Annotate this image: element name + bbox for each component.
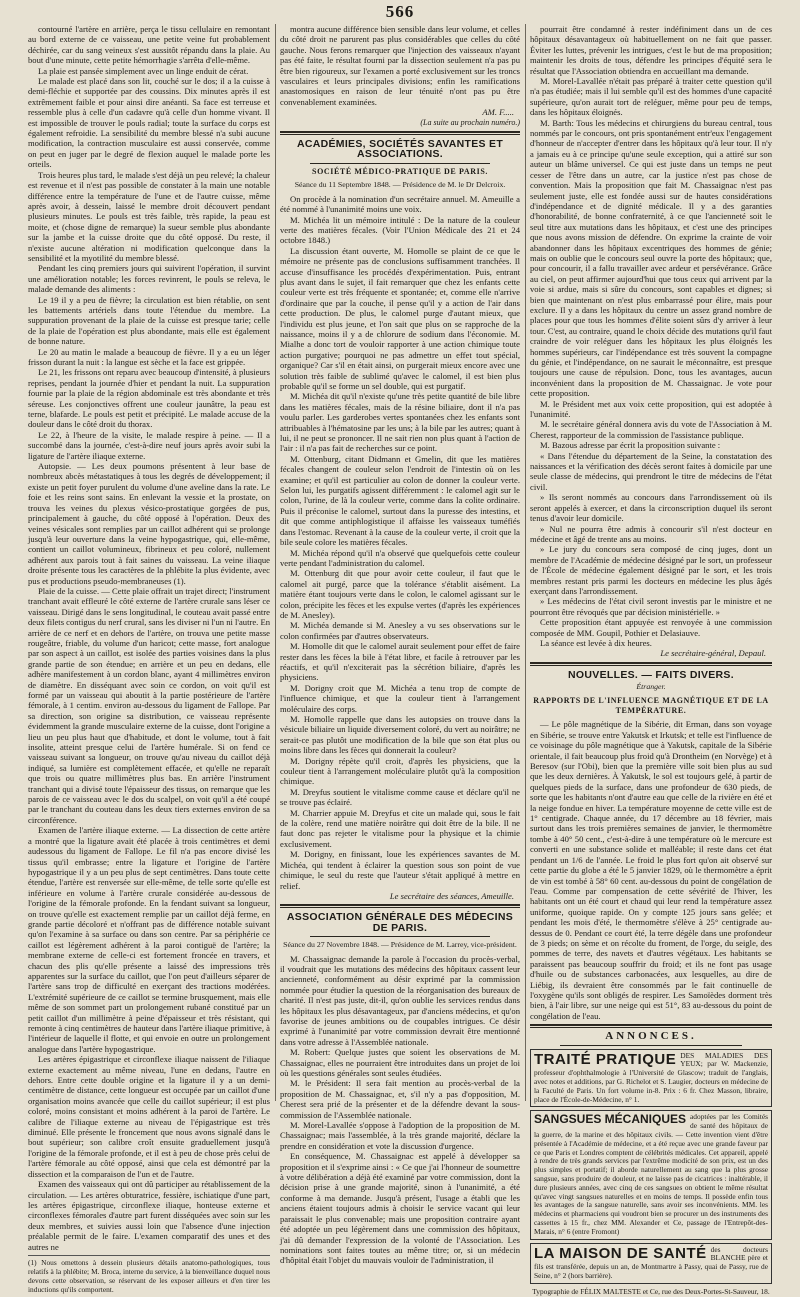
column-divider (275, 24, 276, 1101)
news-subtitle: Étranger. (636, 682, 666, 692)
column-right-text (530, 24, 772, 648)
paragraph: M. Charrier appuie M. Dreyfus et cite un malade qui, sous le fait de la colère, rend une matière noirâtre qui doit être de la bile. Il ne faut donc pas rejeter le vitalisme pour la physique et la chimie exclusivement. (280, 807, 520, 849)
paragraph: M. Michéa demande si M. Anesley a vu ses observations sur le colon confirmées par d'autres observateurs. (280, 620, 520, 641)
ad-headline-sangsues: SANGSUES MÉCANIQUES (534, 1112, 687, 1127)
column-right (530, 24, 772, 1296)
paragraph: Le malade est placé dans son lit, couché sur le dos; il a la cuisse à demi-fléchie et supportée par des coussins. Dix minutes après il est extrêmement faible et pour ainsi dire anéanti. Sa face est terreuse et ressemble plus à celle d'un cadavre qu'à celle d'un homme vivant. Il est impossible de trouver le pouls radial; toute la surface du corps est également refroidie. La sensibilité du membre blessé n'a subi aucune modification, la contraction musculaire est aussi conservée, comme on peut en juger par le degré de flexion auquel le malade porte les orteils. (28, 76, 270, 170)
column-left (28, 24, 270, 1294)
paragraph: Les artères épigastrique et circonflexe iliaque naissent de l'iliaque externe exactement au même niveau, l'une en dedans, l'autre en dehors. Entre cette double origine et la ligature il y a un demi-centimètre de distance, cette longueur est occupée par un caillot d'une organisation moins avancée que celle du caillot supérieur; il est plus coloré, moins consistant et moins adhérent à la paroi de l'artère. Le calibre de l'iliaque externe au niveau de l'épigastrique est très diminué. Elle présente le froncement que nous avons signalé dans le bout supérieur; son calibre croît ensuite graduellement jusqu'à l'origine de la fémorale profonde, et il est à peu de chose près celui de l'artère fémorale au côté opposé, ainsi que cela est démontré par la dissection et la comparaison de l'un et de l'autre. (28, 1054, 270, 1179)
ad-text-maison: des docteurs BLANCHE père et fils est transférée, depuis un an, de Montmartre à Passy, quai de Passy, rue de Seine, n° 2 (hors barrière). (534, 1244, 768, 1280)
paragraph: Le 20 au matin le malade a beaucoup de fièvre. Il y a eu un léger frisson durant la nuit : la langue est sèche et la face est grippée. (28, 346, 270, 367)
paragraph: M. Morel-Lavallée s'oppose à l'adoption de la proposition de M. Chassaignac; mais l'assemblée, à la très grande majorité, déclare la prendre en considération et vote la discussion d'urgence. (280, 1120, 520, 1151)
column-left-text (28, 24, 270, 1252)
short-rule (310, 936, 490, 937)
paragraph: Trois heures plus tard, le malade s'est déjà un peu relevé; la chaleur est revenue et il n'est pas possible de constater à la main une notable différence entre la température de l'une et de l'autre cuisse, même après avoir, à dessein, laissé le membre droit découvert pendant plusieurs minutes. Le pouls est très faible, très rapide, la peau est moite, et (chose digne de remarque) la sueur semble plus abondante sur la jambe et la cuisse droite que du côté opposé. Du reste, il n'existe aucune altération ni modification quelconque dans la sensibilité et la myotilité du membre blessé. (28, 169, 270, 263)
paragraph: Cette proposition étant appuyée est renvoyée à une commission composée de MM. Goupil, Pothier et Delasiauve. (530, 617, 772, 638)
paragraph: M. Dorigny répète qu'il croit, d'après les physiciens, que la couleur tient à l'arrangement moléculaire plutôt qu'à la composition chimique. (280, 755, 520, 787)
advertisement-maison (530, 1243, 772, 1284)
footnote: (1) Nous omettons à dessein plusieurs détails anatomo-pathologiques, tous relatifs à la phlébite; M. Broca, interne du service, à la bienveillance duquel nous devons cette observation, se réservant de les exposer ailleurs et d'en tirer les inductions qu'ils comportent. (28, 1255, 270, 1294)
paragraph: Le 21, les frissons ont reparu avec beaucoup d'intensité, à plusieurs reprises, pendant la journée d'hier et pendant la nuit. La suppuration fournie par la plaie de la région abdominale est très abondante et très séreuse. Les conjonctives offrent une couleur jaunâtre, la peau est terne, blafarde. Le pouls est petit et précipité. Le malade accuse de la douleur dans le côté droit du thorax. (28, 367, 270, 430)
ad-headline-maison: LA MAISON DE SANTÉ (534, 1244, 707, 1262)
paragraph: Le 19 il y a peu de fièvre; la circulation est bien rétablie, on sent les battements artériels dans toute l'étendue du membre. La suppuration provenant de la plaie de la cuisse est presque tarie; celle de la plaie de l'opération est plus abondante, mais elle est également de bonne nature. (28, 294, 270, 347)
news-report-title: RAPPORTS DE L'INFLUENCE MAGNÉTIQUE ET DE LA TEMPÉRATURE. (533, 695, 769, 715)
paragraph: M. le Président: Il sera fait mention au procès-verbal de la proposition de M. Chassaignac, et, s'il n'y a pas d'opposition, M. Cherest sera prié de la présenter et de la défendre devant la sous-commission de l'Assemblée nationale. (280, 1078, 520, 1120)
paragraph: Plaie de la cuisse. — Cette plaie offrait un trajet direct; l'instrument tranchant avait effleuré le côté externe de l'artère crurale sans léser ce vaisseau. Dirigé dans le sens longitudinal, le couteau avait passé entre deux filets contigus du nerf crural, sans les diviser ni l'un ni l'autre. En arrière de ce nerf et en dehors de l'artère, on trouva une petite masse rougeâtre, friable, du volume d'un haricot; cette masse, fort analogue par son aspect à un caillot, est isolée des parties voisines dans la plus grande partie de son étendue; en arrière et un peu en dedans, elle adhère manifestement à un cordon blanc, ayant 4 millimètres environ de diamètre. En disséquant avec soin ce cordon, on voit qu'il est formé par un vaisseau qui aboutit à la partie postérieure de l'artère fémorale, à 1 centim. environ au-dessous du ligament de Fallope. Par sa direction, son origine sa distribution, ce vaisseau représente évidemment la grande musculaire externe de la cuisse, dont l'origine a lieu un peu plus haut que d'habitude, et dont le volume, tout à fait insolite, atteint presque celui de l'artère humérale. Si on fend ce vaisseau suivant sa longueur, on trouve qu'au niveau du caillot déjà indiqué, sa lumière est complètement effacée, et qu'elle ne reparaît que trois ou quatre millimètres plus bas. En arrière l'instrument tranchant qui a divisé toute l'épaisseur des tissus, on remarque que les parois de ce vaisseau avec le dos du scalpel, on voit qu'il a été coupé par le tranchant du couteau dans les deux tiers externes environ de sa circonférence. (28, 585, 270, 825)
paragraph: « Dans l'étendue du département de la Seine, la constatation des naissances et la vérification des décès seront faites à domicile par une seule classe de médecins, qui prendront le titre de médecins de l'état civil. (530, 450, 772, 492)
short-rule (560, 1045, 742, 1046)
paragraph: » Les médecins de l'état civil seront investis par le ministre et ne pourront être révoqués que par décision ministérielle. » (530, 596, 772, 617)
ad-text-traite: DES MALADIES DES YEUX; par W. Mackenzie, professeur d'ophthalmologie à l'Université de Glascow; traduit de l'anglais, avec notes et additions, par G. Richelot et S. Laugier, docteurs en médecine de la Faculté de Paris. Un fort volume in-8. Prix : 6 fr. Chez Masson, libraire, place de l'École-de-Médecine, n° 1. (534, 1050, 768, 1104)
paragraph: M. le Président met aux voix cette proposition, qui est adoptée à l'unanimité. (530, 398, 772, 420)
paragraph: La séance est levée à dix heures. (540, 637, 652, 648)
paragraph: M. Dorigny, en finissant, loue les expériences savantes de M. Michéa, qui tendent à éclairer la question sous son point de vue chimique, le seul du reste que l'auteur s'était appliqué à mettre en relief. (280, 849, 520, 891)
news-section-title: NOUVELLES. — FAITS DIVERS. (568, 668, 734, 681)
paragraph: M. Robert: Quelque justes que soient les observations de M. Chassaignac, elles ne pourraient être introduites dans un projet de loi où les questions générales sont seules étudiées. (280, 1047, 520, 1078)
paragraph: M. Homolle rappelle que dans les autopsies on trouve dans la vésicule biliaire un liquide diversement coloré, du vert au noirâtre; ne serait-ce pas plutôt une modification de la bile que son état plus ou moins libre dans les fèces qui donnerait la couleur? (280, 714, 520, 756)
paragraph: La plaie est pansée simplement avec un linge enduit de cérat. (38, 65, 249, 76)
paragraph: En conséquence, M. Chassaignac est appelé à développer sa proposition et il s'exprime ainsi : « Ce que j'ai l'honneur de soumettre à votre délibération a déjà été examiné par votre commission, dont la décision prise à une grande majorité, sinon à l'unanimité, a été conforme à ma demande. Jusqu'à présent, l'usage a établi que les anciens étaient toujours admis à choisir le service vacant qui leur paraissait le plus convenable; mais une proposition contraire ayant été adoptée un peu légèrement dans une commission des hôpitaux, j'ai dû demander l'expression de la volonté de l'Association. Les nominations sont faites toutes au même titre; or, si un médecin d'hôpital était l'objet du mauvais vouloir de l'administration, il (280, 1151, 520, 1266)
paragraph: — Le pôle magnétique de la Sibérie, dit Erman, dans son voyage en Sibérie, se trouve entre Yakutsk et Irkutsk; et telle est l'influence de ce voisinage du pôle magnétique que à Yakutsk, capitale de la Sibérie orientale, il fait beaucoup plus froid qu'à Drontheim (en Norvège) et à Beresov (sur l'Obi), bien que la première ville soit bien plus au sud que les deux dernières. À Yakutsk, le sol est toujours gelé, à partir de quelques pieds de la surface, dans une profondeur de 630 pieds, de sorte que les habitants n'ont d'autre eau que celle de la rivière en été et la neige fondue en hiver. La température moyenne de cette ville est de 1° centigrade. Chaque année, du 17 décembre au 18 février, mais surtout dans les trois premières semaines de janvier, le thermomètre tombe à 40° 50 cent., c'est-à-dire à une température où le mercure est converti en une substance solide et malléable; il reste dans cet état pendant un 1/6 de l'année. Le froid le plus fort qu'on ait observé sur cette partie du globe a été le 5 janvier 1829, où le thermomètre a éprit de vin est tombé à 58° 60 cent. au-dessous du point de congélation de l'eau. Comme par compensation de cette sévérité de l'hiver, les habitants ont un été court et chaud qui leur rend la température assez uniforme, quoique rapide. On y compte 125 jours sans gelée; et pendant les mois d'été, le thermomètre s'élève à 25° centigrade au-dessus de 0. Pendant ce court été, la terre dégèle dans une profondeur de 3 pieds; on sème et on récolte du froment, de l'orge, du seigle, des pommes de terre, des navets et d'autres végétaux. Les habitants se paraissent pas beaucoup souffrir du froid; et ils ne font pas usage d'huile ou de substances carbonacées, aux lesquelles, au dire de Liébig, ils devraient être consommés par le fait continuelle de l'oxygène qu'ils sont obligés de respirer. Les Samoïèdes dorment très bien, à l'air libre, sur une neige qui est 51°, 83 au-dessous du point de congélation de l'eau. (530, 719, 772, 1021)
society-title: SOCIÉTÉ MÉDICO-PRATIQUE DE PARIS. (312, 166, 488, 176)
paragraph: La discussion étant ouverte, M. Homolle se plaint de ce que le mémoire ne présente pas de conclusions suffisamment tranchées. Il accuse d'insuffisance les procédés d'expérimentation. Puis, entrant plus avant dans le sujet, il fait remarquer que chez les enfants cette couleur verte est très fréquente et spontanée; et, comme elle n'arrive d'ordinaire que par la couche, il pense qu'il y a action de l'air dans cette production. De plus, le calomel purge d'autant mieux, que l'individu est plus jeune, et l'on sait que plus on se rapproche de la naissance, moins il y a de chlorure de sodium dans l'économie. M. Mialhe a donc tort de vouloir rapporter à une action chimique toute action purgative; pourquoi ne pas admettre un effet tout spécial, organique? Car s'il en était ainsi, on purgerait mieux encore avec une solution très faible de sublimé qu'avec le calomel, il est bien plus probable qu'il se forme un sel double, qui est purgatif. (280, 245, 520, 391)
paragraph: pourrait être condamné à rester indéfiniment dans un de ces hôpitaux désavantageux où habituellement on ne fait que passer. Éviter les luttes, prévenir les intrigues, c'est le but de ma proposition; maintenir les droits de tous, défendre les principes d'équité sera le résultat que l'Association obtiendra en accueillant ma demande. (530, 24, 772, 76)
paragraph: M. Michéa dit qu'il n'existe qu'une très petite quantité de bile libre dans les matières fécales, mais de la résine biliaire, dont il n'a pas voulu parler. Les garderobes vertes spontanées chez les enfants sont attribuables à l'hématosine par les uns; à la bile par les autres; quant à lui, il ne peut se prononcer. Il ne sait rien non plus quant à l'action de l'air : il n'a pas fait de recherches sur ce point. (280, 391, 520, 454)
section-rule (280, 904, 520, 908)
paragraph: » Nul ne pourra être admis à concourir s'il n'est docteur en médecine et âgé de trente ans au moins. (530, 523, 772, 544)
paragraph: » Le jury du concours sera composé de cinq juges, dont un membre de l'Académie de médecine désigné par le sort, un professeur de l'École de médecine également désigné par le sort, et les trois membres restant pris parmi les docteurs en médecine les plus âgés exerçant dans l'arrondissement. (530, 544, 772, 596)
continued-note: (La suite au prochain numéro.) (420, 117, 520, 127)
association-session: Séance du 27 Novembre 1848. — Présidence de M. Larrey, vice-président. (283, 940, 517, 950)
society-report (280, 194, 520, 891)
section-rule (530, 1024, 772, 1028)
paragraph: M. Ottenburg, citant Didmann et Gmelin, dit que les matières fécales changent de couleur selon l'endroit de l'intestin où on les examine; et qu'il est particulier au colon de donner la couleur verte. Selon lui, les purgatifs agissent différemment : le calomel agit sur le colon, l'urine, de là la couleur verte, comme dans la colite ordinaire. Puis il préconise le calomel, surtout dans la puresse des intestins, et dit que comme antiphlogistique il affaisse les vaisseaux tuméfiés dans l'estomac. Revenant à la cause de la couleur verte, il croit que la bile seule colore les matières fécales. (280, 453, 520, 548)
paragraph: M. Michéa lit un mémoire intitulé : De la nature de la couleur verte des matières fécales. (Voir l'Union Médicale des 21 et 24 octobre 1848.) (280, 214, 520, 246)
society-session: Séance du 11 Septembre 1848. — Présidence de M. le Dr Delcroix. (294, 180, 506, 190)
article-signature: AM. F..... (482, 107, 514, 118)
paragraph: M. Michéa répond qu'il n'a observé que quelquefois cette couleur verte pendant l'administration du calomel. (280, 547, 520, 568)
paragraph: Le 22, à l'heure de la visite, le malade respire à peine. — Il a succombé dans la journée, c'est-à-dire neuf jours après avoir subi la ligature de l'artère iliaque externe. (28, 429, 270, 461)
paragraph: M. Homolle dit que le calomel aurait seulement pour effet de faire rester dans les fèces la bile à l'état libre, et facile à retrouver par les réactifs, et qu'il n'exciterait pas la sécrétion biliaire, d'après les physiciens. (280, 641, 520, 683)
paragraph: contourné l'artère en arrière, perça le tissu cellulaire en remontant au bord externe de ce vaisseau, une petite veine fut probablement déchirée, car du sang veineux s'est aussitôt répandu dans la plaie. Au bout d'une minute, cette petite hémorrhagie s'arrêta d'elle-même. (28, 24, 270, 66)
ad-headline-traite: TRAITÉ PRATIQUE (534, 1050, 677, 1068)
paragraph: M. Dorigny croit que M. Michéa a tenu trop de compte de l'influence chimique, et que la couleur tient à l'arrangement moléculaire des corps. (280, 682, 520, 714)
page-number: 566 (385, 2, 415, 21)
secretary-signature: Le secrétaire des séances, Ameuille. (389, 890, 514, 901)
advertisement-traite (530, 1049, 772, 1108)
section-rule (530, 662, 772, 666)
association-report (280, 954, 520, 1266)
paragraph: On procède à la nomination d'un secrétaire annuel. M. Ameuille a été nommé à l'unanimité moins une voix. (280, 193, 520, 215)
printer-imprint: Typographie de FÉLIX MALTESTE et Ce, rue des Deux-Portes-St-Sauveur, 18. (532, 1286, 770, 1296)
column-divider (525, 24, 526, 1101)
paragraph: M. Dreyfus soutient le vitalisme comme cause et déclare qu'il ne se trouve pas éclairé. (280, 786, 520, 808)
column-middle (280, 24, 520, 1266)
paragraph: Examen de l'artère iliaque externe. — La dissection de cette artère a montré que la ligature avait été placée à trois centimètres et demi audessous du ligament de Fallope. Le fil n'a pas encore divisé les tissus qu'il embrasse; entre la ligature et l'origine de l'artère hypogastrique il y a un peu plus de sept centimètres. Dans toute cette étendue, l'artère est renversée sur elle-même, de telle sorte qu'elle est inférieure en volume à l'artère crurale considérée au-dessous de l'origine de la fémorale profonde. En la fendant suivant sa longueur, on trouve qu'elle est exactement remplie par un caillot déjà ferme, en grande partie décoloré et n'offrant pas de différence notable suivant qu'on l'examine à sa surface ou dans son centre. Par sa périphérie ce caillot est légèrement adhérent à la paroi contiguë de l'artère; la membrane externe de celle-ci est fortement froncée en travers, et chacun des plis qu'elle présente a laissé des impressions très apparentes sur la surface du caillot, que l'on peut d'ailleurs séparer de l'artère sans trop de difficulté en exerçant des tractions modérées. L'extrémité supérieure de ce caillot se termine brusquement, mais elle même de son sommet part un prolongement rubané constitué par un petit caillot d'un millimètre à peine d'épaisseur et très résistant, qui remonte à cinq centimètres de hauteur dans l'artère iliaque primitive, à l'intérieur de laquelle il flotte, et qui envoie en outre un prolongement analogue dans l'artère hypogastrique. (28, 825, 270, 1054)
section-rule (280, 131, 520, 135)
association-section-title: ASSOCIATION GÉNÉRALE DES MÉDECINS DE PARIS. (286, 911, 514, 934)
column-middle-intro (280, 24, 520, 107)
news-text (530, 719, 772, 1021)
paragraph: Autopsie. — Les deux poumons présentent à leur base de nombreux abcès métastatiques à tous les degrés de développement; il existe un petit foyer purulent du volume d'une aveline dans la rate. Le foie et les reins sont sains. En enlevant la vessie et la prostate, on trouva les veines du plexus vésico-prostatique gorgées de pus, principalement à gauche, du côté opposé à l'opération. Deux des veines vésicales sont remplies par un caillot adhérent qui se prolonge jusqu'à leur ouverture dans la veine hypogastrique, qui, elle-même, contient un caillot volumineux, fibrineux et peu coloré, nullement adhérent aux parois tout à fait saines du vaisseau. La veine iliaque droite présente tous les caractères de la phlébite la plus évidente, avec pus et productions pseudo-membraneuses (1). (28, 461, 270, 586)
short-rule (310, 163, 490, 164)
ad-text-sangsues: adoptées par les Comités de santé des hôpitaux de la guerre, de la marine et des hôpitaux civils. — Cette invention vient d'être présentée à l'Académie de médecine, et a été reçue avec une grande faveur par ce que Paris et Londres comptent de célébrités médicales. Cet appareil, appelé à rendre de très grands services par l'extrême modicité de son prix, est un des plus simples et portatif; il aborde naturellement au sang que la plus grosse sangsue, sans produire de douleur, et ne laisse pas de cicatrices : inaltérable, il dure plusieurs années, avec cinq de ces sangsues on obtient le même résultat qu'avec vingt sangsues naturelles et en moins de temps. Il possède enfin tous les avantages de la sangsue naturelle, sans avoir ses inconvénients. MM. les médecins et pharmaciens qui voudront bien se procurer un des instruments des cassettes à 15 fr., chez MM. Alexander et Ce, passage de l'Entrepôt-des-Marais, n° 6 (entre Fromont) (534, 1112, 768, 1236)
paragraph: » Ils seront nommés au concours dans l'arrondissement où ils seront appelés à exercer, et dans la circonscription duquel ils seront tenus d'avoir leur domicile. (530, 492, 772, 524)
paragraph: montra aucune différence bien sensible dans leur volume, et celles du côté droit ne parurent pas plus considérables que celles du côté gauche. Nous ferons remarquer que l'injection des vaisseaux n'ayant pas été faite, le résultat fourni par la dissection seulement n'a pas pu être bien rigoureux, sur l'examen a porté exclusivement sur les troncs vasculaires et leurs principales divisions; enfin les ramifications anastomosiques en raison de leur ténuité n'ont pas pu être convenablement examinées. (280, 24, 520, 107)
paragraph: M. Bazous adresse par écrit la proposition suivante : (540, 440, 721, 451)
paragraph: M. Morel-Lavallée n'était pas préparé à traiter cette question qu'il n'a pas étudiée; mais il lui semble qu'il est des hommes d'une capacité supérieure, qu'on aurait tort de reléguer, même pour peu de temps, dans les hôpitaux éloignés. (530, 76, 772, 118)
secretary-general-signature: Le secrétaire-général, Depaul. (660, 648, 766, 659)
paragraph: M. le secrétaire général donnera avis du vote de l'Association à M. Cherest, rapporteur de la commission de l'assistance publique. (530, 419, 772, 440)
paragraph: M. Chassaignac demande la parole à l'occasion du procès-verbal, il voudrait que les mutations des médecins des hôpitaux cassent leur ancienneté, conformément au désir exprimé par la commission nommée pour étudier la question de la réorganisation des bureaux de charité. Il n'est pas juste, dit-il, qu'on oublie les services rendus dans les hôpitaux les plus désavantageux, par d'anciens médecins, et qu'on favorise de jeunes ambitions ou de coupables intrigues. Ce désir exprimé à l'unanimité par votre commission devrait être mentionné dans votre adresse à l'Assemblée nationale. (280, 953, 520, 1047)
advertisement-sangsues (530, 1110, 772, 1239)
paragraph: M. Ottenburg dit que pour avoir cette couleur, il faut que le calomel ait purgé, parce que la tolérance s'établit aisément. La matière étant toujours verte dans le colon, le calomel agissant sur le colon, précipite les fèces et les expulse vertes (d'après les expériences de M. Anesley). (280, 568, 520, 620)
academies-section-title: ACADÉMIES, SOCIÉTÉS SAVANTES ET ASSOCIATIONS. (296, 138, 504, 161)
announcements-title: ANNONCES. (605, 1030, 697, 1043)
paragraph: M. Barth: Tous les médecins et chirurgiens du bureau central, tous nommés par le concours, ont pris spontanément entr'eux l'engagement d'honneur de n'accepter d'entrer dans les hôpitaux qu'à leur tour. Il n'y a jamais eu à ce principe qu'une seule exception, qui a attiré sur son auteur un blâme universel. Ce qui est juste dans un temps ne peut cesser de l'être dans un autre, car la justice n'est pas chose de convention. Mais la proposition que fait M. Chassaignac n'est pas seulement juste, elle est fondée aussi sur de hautes considérations d'indépendance et de dignité médicale. Il y a des garanties d'honorabilité, de bonne confraternité, à ce que l'ancienneté soit le seul titre aux mutations dans les hôpitaux, et c'est une des principes que nous avons mission de défendre. On exprime la crainte de voir abandonner dans les hôpitaux excentriques des hommes de génie; mais on oublie que le concours seul ouvre la porte des hôpitaux; que, pour concourir, il a fallu travailler avec ardeur et persévérance. Grâce au ciel, on peut affirmer aujourd'hui que tous ceux qui arrivent par la voie si ardue, mais si sûre du concours, sont capables et dignes; si bien que maintenant on n'est plus embarrassé pour élire, mais pour exclure. Il y a dans les hôpitaux du centre un assez grand nombre de places pour que tous les hommes d'élite soient sûrs d'y arriver à leur tour. C'est, au contraire, quand le choix décide des mutations qu'il faut craindre de voir reléguer dans les hôpitaux les plus éloignés les hommes supérieurs, car l'indépendance est très souvent la compagne du génie, et l'indépendance, on ne saurait le méconnaître, est presque toujours une cause de répulsion. Donc, tous les avantages, aucun inconvénient dans la proposition de M. Chassaignac. Je vote pour cette proposition. (530, 117, 772, 399)
paragraph: Pendant les cinq premiers jours qui suivirent l'opération, il survint une amélioration notable; les forces revinrent, le pouls se releva, le malade demande des aliments : (28, 263, 270, 295)
paragraph: Examen des vaisseaux qui ont dû participer au rétablissement de la circulation. — Les artères obturatrice, fessière, ischiatique d'une part, les artères épigastrique, circonflexe iliaque, honteuse externe et circonflexes fémorales d'autre part furent disséquées avec soin sur les deux membres, et suivies aussi loin que l'absence d'une injection préalable permit de le faire. L'examen comparatif des unes et des autres ne (28, 1179, 270, 1252)
